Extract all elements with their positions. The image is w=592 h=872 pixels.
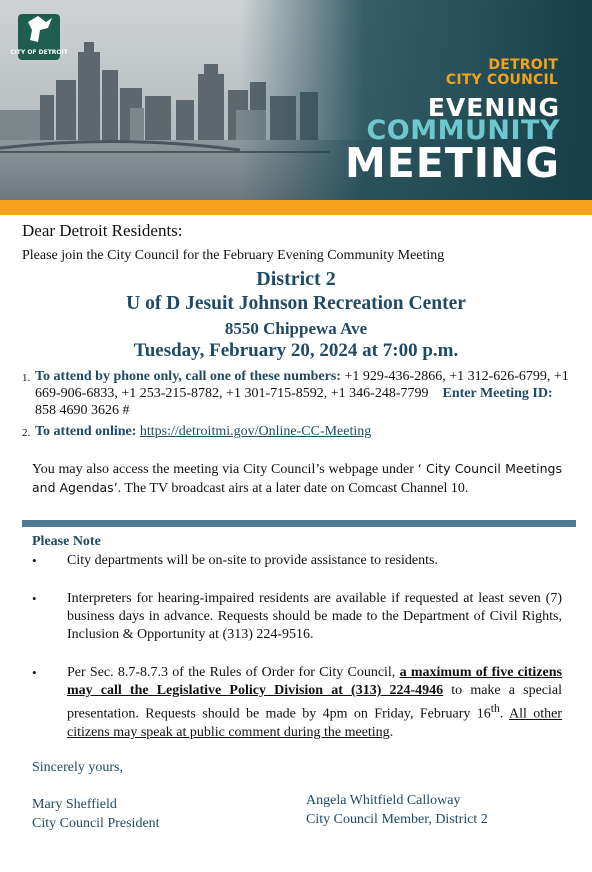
signature-president — [32, 795, 160, 833]
banner-community: COMMUNITY — [366, 115, 560, 146]
banner-meeting: MEETING — [344, 139, 560, 187]
online-meeting-link[interactable]: https://detroitmi.gov/Online-CC-Meeting — [139, 424, 372, 439]
banner-detroit: DETROIT — [488, 57, 558, 73]
online-label: To attend online: — [35, 424, 137, 439]
sentence-break: . — [499, 706, 509, 722]
intro-text: Please join the City Council for the February Evening Community Meeting — [22, 248, 445, 263]
ordinal-suffix: th — [490, 702, 500, 715]
header-banner — [0, 0, 592, 200]
list-item — [32, 590, 562, 644]
greeting: Dear Detroit Residents: — [22, 221, 183, 240]
signature-name: Mary Sheffield — [32, 797, 117, 812]
address-heading: 8550 Chippewa Ave — [224, 319, 368, 338]
signature-title: City Council President — [32, 816, 160, 831]
list-number: 2. — [22, 427, 31, 439]
logo-caption — [10, 46, 68, 58]
section-divider — [22, 520, 576, 527]
signature-name: Angela Whitfield Calloway — [306, 793, 461, 808]
banner-city-council: CITY COUNCIL — [445, 72, 558, 88]
venue-heading: U of D Jesuit Johnson Recreation Center — [126, 293, 466, 314]
bullet-glyph: • — [32, 591, 37, 606]
phone-label: To attend by phone only, call one of these numbers: — [35, 369, 341, 384]
bullet-glyph: • — [32, 553, 37, 568]
meeting-id-label: Enter Meeting ID: — [442, 386, 553, 401]
request-deadline-text: to make a special presentation. Requests should be made by 4pm on Friday, February 16 — [67, 683, 562, 722]
bullet-text: City departments will be on-site to provide assistance to residents. — [67, 553, 438, 568]
bullet-text: Interpreters for hearing-impaired residents are available if requested at least seven (7) business days in advance. Requests should be made to the Department of Civil Rights, Inclusion & Opportunity at (313) 224-9516. — [67, 591, 562, 642]
datetime-heading: Tuesday, February 20, 2024 at 7:00 p.m. — [133, 340, 459, 361]
banner-evening: EVENING — [427, 93, 560, 122]
meeting-id: 858 4690 3626 # — [35, 403, 130, 418]
signature-title: City Council Member, District 2 — [306, 812, 488, 827]
closing-salutation: Sincerely yours, — [32, 760, 123, 775]
district-heading: District 2 — [256, 268, 336, 290]
council-meetings-reference: ‘ City Council Meetings and Agendas’ — [32, 461, 562, 495]
please-note-heading: Please Note — [32, 534, 101, 549]
list-item — [32, 664, 562, 742]
rules-text: Per Sec. 8.7-8.7.3 of the Rules of Order for City Council, — [67, 665, 400, 680]
lpd-phone-text: a maximum of five citizens may call the Legislative Policy Division at (313) 224-4946 — [67, 665, 562, 698]
attend-online-item — [22, 423, 570, 442]
note-bullets — [32, 552, 562, 742]
attend-phone-item — [22, 368, 570, 419]
access-text-post: . The TV broadcast airs at a later date on Comcast Channel 10. — [117, 481, 469, 496]
access-paragraph — [32, 460, 562, 498]
gold-divider — [0, 200, 592, 215]
list-number: 1. — [22, 372, 31, 384]
svg-text:CITY OF DETROIT: CITY OF DETROIT — [10, 49, 68, 56]
access-text-pre: You may also access the meeting via City Council’s webpage under — [32, 462, 414, 477]
period: . — [389, 724, 394, 740]
attend-list — [22, 368, 570, 442]
phone-numbers: +1 929-436-2866, +1 312-626-6799, +1 669-906-6833, +1 253-215-8782, +1 301-715-8592, +1 346-248-7799 — [35, 369, 569, 401]
bullet-glyph: • — [32, 665, 37, 680]
public-comment-text: All other citizens may speak at public comment during the meeting — [67, 706, 563, 740]
bullet-text — [67, 664, 562, 742]
list-item — [32, 552, 562, 570]
signature-member — [306, 791, 488, 829]
